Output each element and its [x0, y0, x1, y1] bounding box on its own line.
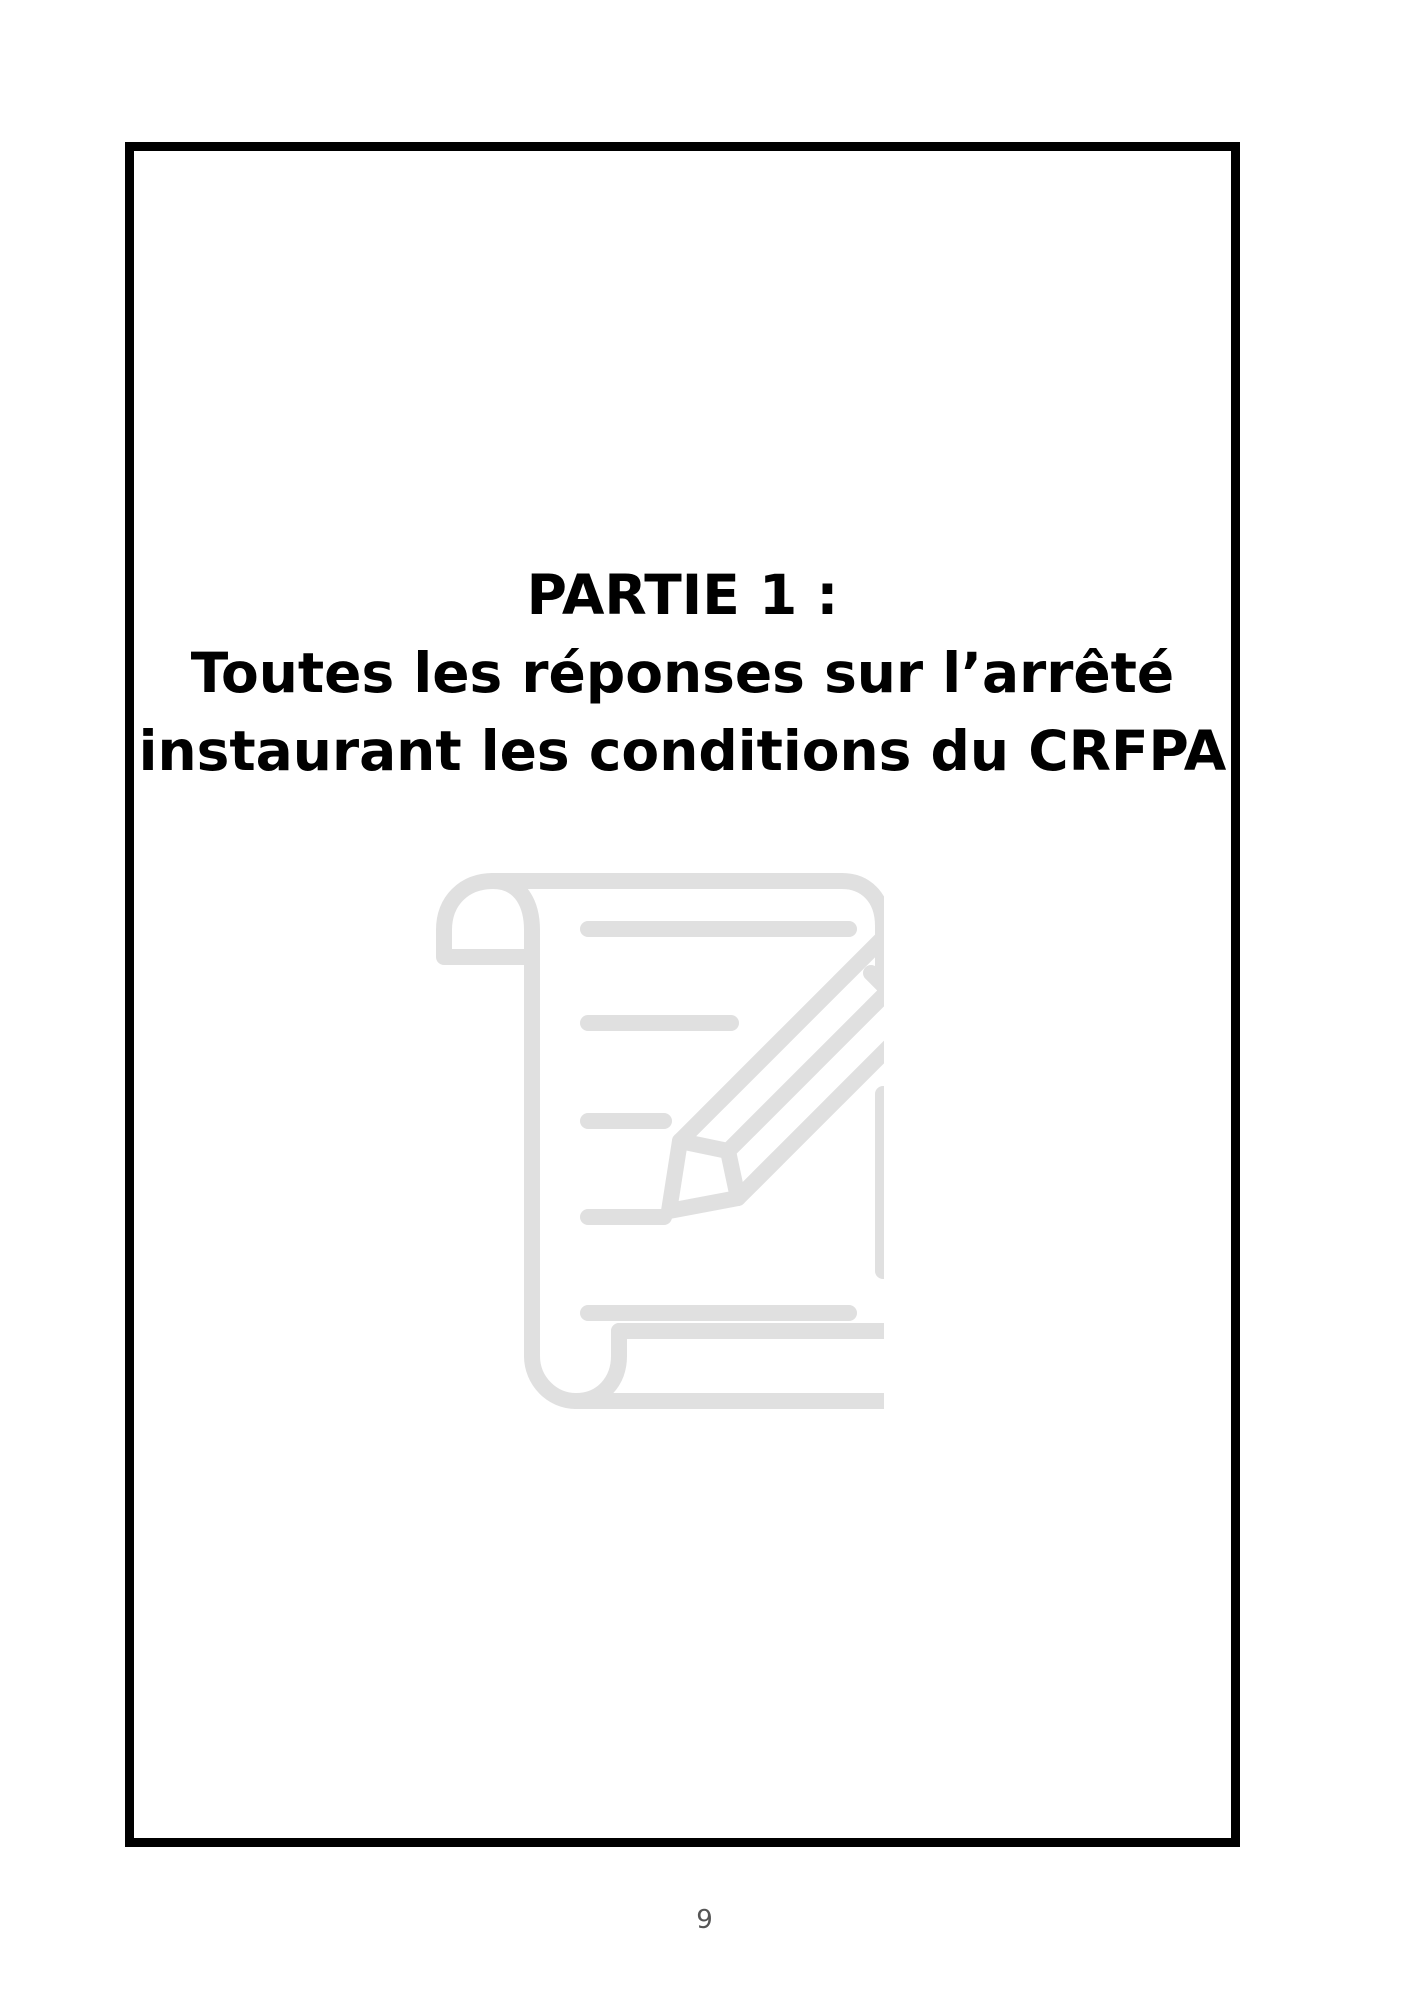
section-title-line: instaurant les conditions du CRFPA — [138, 719, 1227, 783]
section-title — [134, 556, 1231, 790]
scroll-with-pencil-icon — [434, 871, 884, 1441]
section-title-part: PARTIE 1 : — [526, 563, 839, 627]
section-title-line: Toutes les réponses sur l’arrêté — [190, 641, 1175, 705]
page-frame — [125, 142, 1240, 1847]
page-number: 9 — [696, 1905, 713, 1935]
